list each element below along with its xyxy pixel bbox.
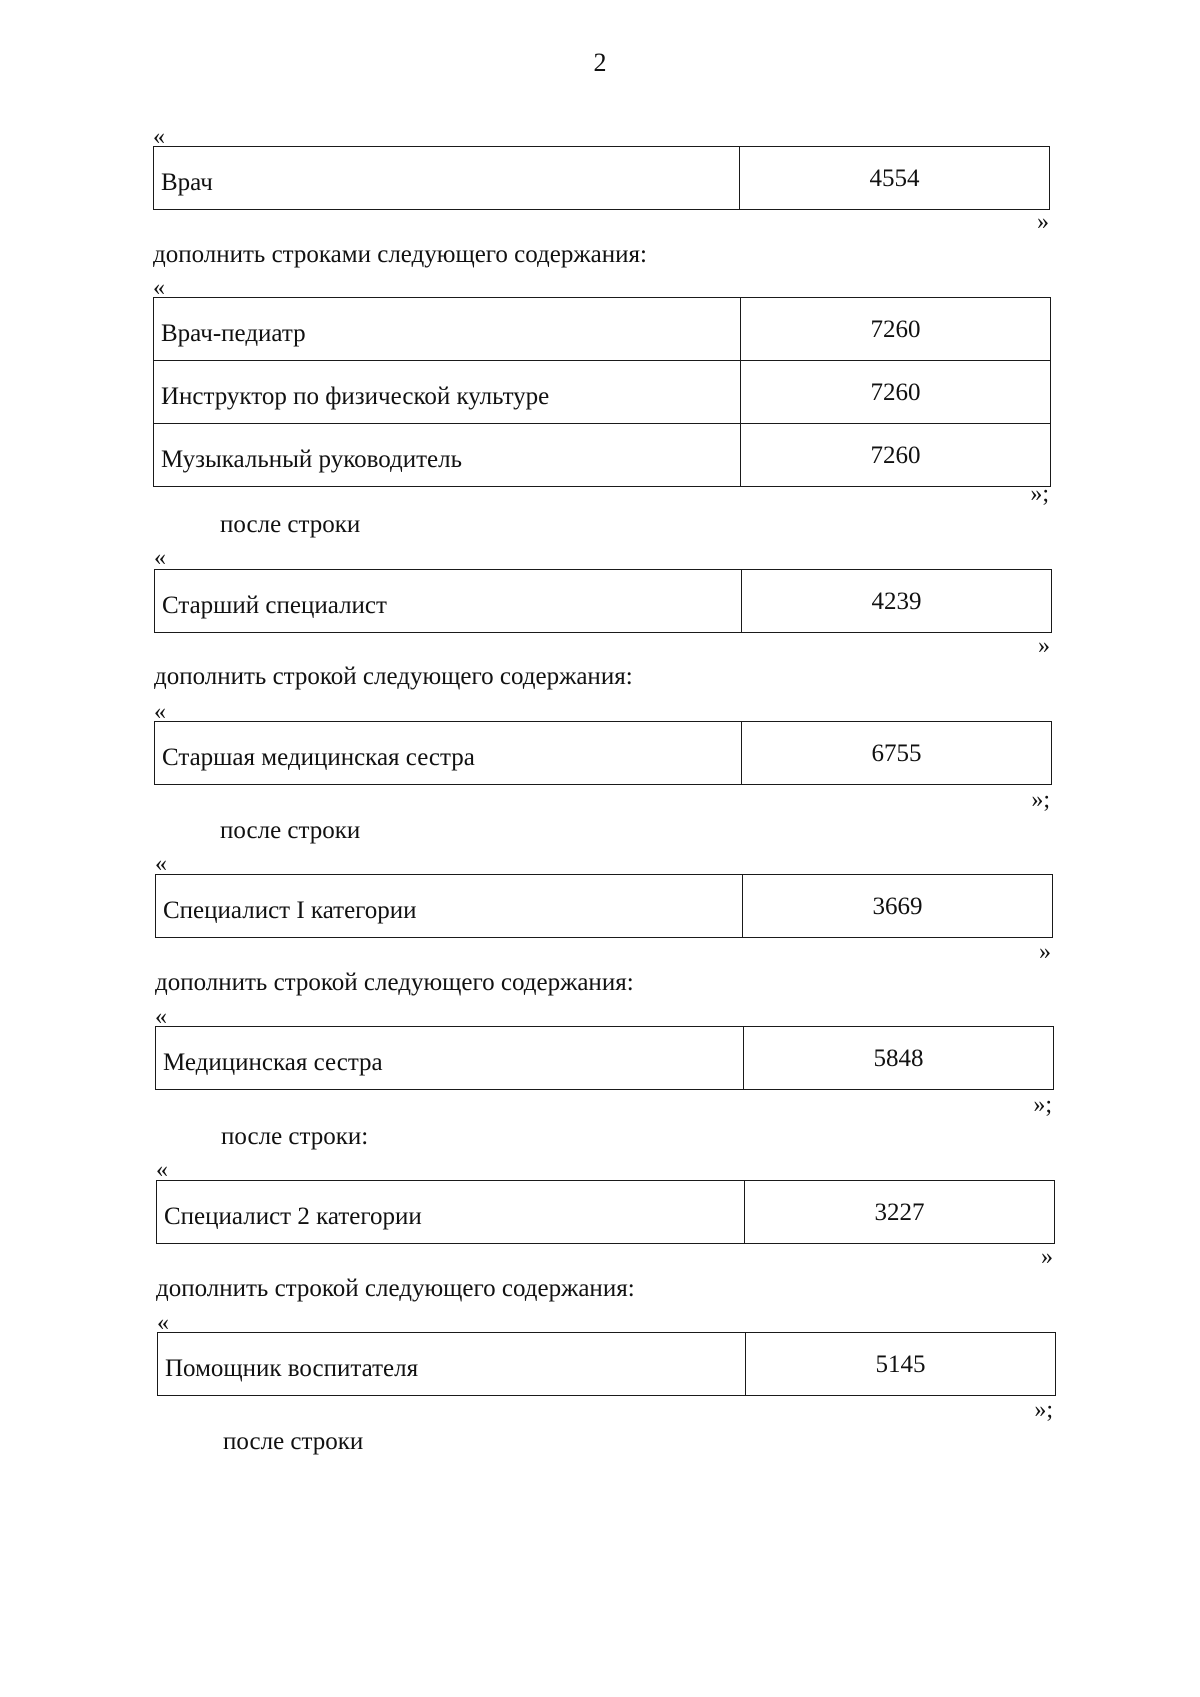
value-cell: 5848 (744, 1027, 1054, 1090)
close-quote: » (1038, 633, 1050, 659)
close-quote: »; (1031, 787, 1050, 813)
instruction-paragraph: дополнить строкой следующего содержания: (155, 969, 634, 996)
close-quote: » (1037, 209, 1049, 235)
position-cell: Помощник воспитателя (158, 1333, 746, 1396)
open-quote: « (155, 1004, 167, 1030)
instruction-paragraph: после строки (220, 817, 361, 844)
open-quote: « (157, 1310, 169, 1336)
table-row (154, 424, 1051, 487)
position-cell: Медицинская сестра (156, 1027, 744, 1090)
amendment-table (154, 721, 1052, 785)
value-cell: 7260 (741, 361, 1051, 424)
amendment-table (157, 1332, 1056, 1396)
table-row (155, 722, 1052, 785)
open-quote: « (154, 699, 166, 725)
table-row (156, 1027, 1054, 1090)
amendment-table (156, 1180, 1055, 1244)
position-cell: Специалист I категории (156, 875, 743, 938)
instruction-paragraph: после строки: (221, 1123, 369, 1150)
open-quote: « (153, 275, 165, 301)
position-cell: Старший специалист (155, 570, 742, 633)
amendment-table (153, 146, 1050, 210)
amendment-table (155, 1026, 1054, 1090)
value-cell: 5145 (746, 1333, 1056, 1396)
instruction-paragraph: после строки (220, 511, 361, 538)
open-quote: « (153, 124, 165, 150)
value-cell: 6755 (742, 722, 1052, 785)
close-quote: » (1041, 1244, 1053, 1270)
close-quote: »; (1030, 481, 1049, 507)
position-cell: Старшая медицинская сестра (155, 722, 742, 785)
value-cell: 3669 (743, 875, 1053, 938)
amendment-table (153, 297, 1051, 487)
table-row (158, 1333, 1056, 1396)
page-number: 2 (593, 48, 607, 77)
instruction-paragraph: после строки (223, 1428, 364, 1455)
amendment-table (154, 569, 1052, 633)
open-quote: « (154, 545, 166, 571)
open-quote: « (156, 1157, 168, 1183)
table-row (157, 1181, 1055, 1244)
amendment-table (155, 874, 1053, 938)
position-cell: Специалист 2 категории (157, 1181, 745, 1244)
close-quote: »; (1034, 1397, 1053, 1423)
value-cell: 4239 (742, 570, 1052, 633)
position-cell: Музыкальный руководитель (154, 424, 741, 487)
table-row (156, 875, 1053, 938)
open-quote: « (155, 851, 167, 877)
table-row (154, 298, 1051, 361)
close-quote: » (1039, 939, 1051, 965)
value-cell: 3227 (745, 1181, 1055, 1244)
position-cell: Инструктор по физической культуре (154, 361, 741, 424)
instruction-paragraph: дополнить строками следующего содержания: (153, 241, 647, 268)
instruction-paragraph: дополнить строкой следующего содержания: (154, 663, 633, 690)
value-cell: 7260 (741, 298, 1051, 361)
value-cell: 4554 (740, 147, 1050, 210)
position-cell: Врач (154, 147, 740, 210)
close-quote: »; (1033, 1092, 1052, 1118)
instruction-paragraph: дополнить строкой следующего содержания: (156, 1275, 635, 1302)
table-row (155, 570, 1052, 633)
position-cell: Врач-педиатр (154, 298, 741, 361)
table-row (154, 147, 1050, 210)
value-cell: 7260 (741, 424, 1051, 487)
table-row (154, 361, 1051, 424)
